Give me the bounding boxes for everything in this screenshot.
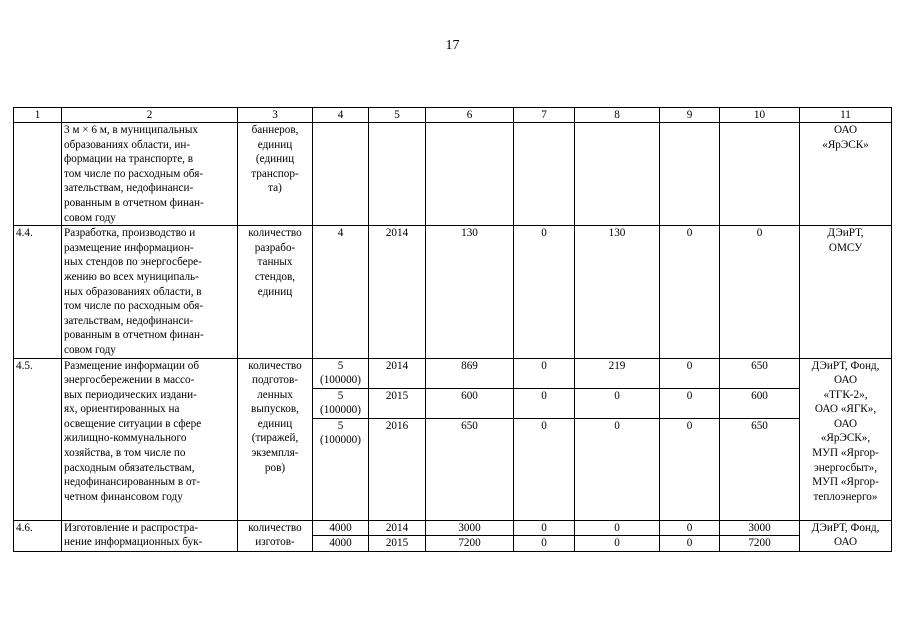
- year-cell: 2014: [369, 226, 426, 358]
- text-line: рованным в отчетном финан-: [64, 329, 204, 342]
- year-cell: 2014: [369, 520, 426, 536]
- text-line: 3 м × 6 м, в муниципальных: [64, 124, 198, 136]
- value-cell: 219: [575, 358, 660, 388]
- value-cell: 0: [575, 536, 660, 552]
- total-cell: 650: [426, 418, 514, 520]
- header-cell: 10: [720, 108, 800, 123]
- text-line: изготов-: [255, 536, 295, 549]
- header-cell: 2: [62, 108, 238, 123]
- text-line: (единиц: [255, 153, 295, 166]
- value-cell: 0: [575, 520, 660, 536]
- value-cell: [660, 123, 720, 226]
- text-line: формации на транспорте, в: [64, 153, 194, 166]
- text-line: МУП «Яргор-: [812, 476, 879, 489]
- text-line: Размещение информации об: [64, 359, 200, 372]
- text-line: та): [268, 182, 282, 195]
- program-table: [13, 107, 892, 552]
- quantity-cell: [313, 358, 369, 388]
- value-cell: 0: [660, 520, 720, 536]
- executor-cell: [800, 358, 892, 520]
- text-line: жилищно-коммунального: [64, 432, 187, 445]
- value-cell: 0: [514, 358, 575, 388]
- quantity-cell: 4000: [313, 520, 369, 536]
- text-line: том числе по расходным обя-: [64, 300, 204, 313]
- text-line: образованиях области, ин-: [64, 138, 191, 151]
- text-line: недофинансированным в от-: [64, 476, 201, 489]
- value-cell: 7200: [720, 536, 800, 552]
- table-row: [14, 226, 892, 358]
- text-line: экземпля-: [251, 447, 299, 460]
- value-cell: 650: [720, 358, 800, 388]
- value-cell: 0: [660, 358, 720, 388]
- text-line: зательствам, недофинанси-: [64, 314, 194, 327]
- text-line: 5: [337, 389, 344, 402]
- text-line: баннеров,: [251, 124, 299, 136]
- text-line: вых периодических издани-: [64, 388, 197, 401]
- text-line: освещение ситуации в сфере: [64, 417, 202, 430]
- value-cell: 0: [514, 418, 575, 520]
- text-line: количество: [248, 521, 302, 534]
- year-cell: 2014: [369, 358, 426, 388]
- table-row-continued: [14, 123, 892, 226]
- quantity-cell: 4: [313, 226, 369, 358]
- header-cell: 5: [369, 108, 426, 123]
- text-line: 5: [337, 419, 344, 432]
- year-cell: 2015: [369, 388, 426, 418]
- text-line: хозяйства, в том числе по: [64, 447, 186, 460]
- unit-cell: [238, 226, 313, 358]
- text-line: энергосбыт»,: [813, 461, 878, 474]
- item-number-cell: 4.6.: [14, 520, 62, 551]
- text-line: ДЭиРТ,: [827, 227, 864, 240]
- header-cell: 3: [238, 108, 313, 123]
- unit-cell: [238, 123, 313, 226]
- text-line: выпусков,: [251, 403, 299, 416]
- header-row: [14, 108, 892, 123]
- text-line: «ЯрЭСК»: [822, 138, 869, 151]
- text-line: совом году: [64, 343, 116, 356]
- text-line: теплоэнерго»: [813, 490, 878, 503]
- text-line: единиц: [257, 138, 293, 151]
- value-cell: 0: [660, 418, 720, 520]
- text-line: подготов-: [251, 374, 299, 387]
- quantity-cell: [313, 418, 369, 520]
- year-cell: 2016: [369, 418, 426, 520]
- text-line: ных образованиях области, в: [64, 285, 202, 298]
- description-cell: [62, 358, 238, 520]
- text-line: единиц: [257, 417, 293, 430]
- text-line: том числе по расходным обя-: [64, 167, 204, 180]
- text-line: транспор-: [251, 167, 299, 180]
- text-line: ОАО: [833, 536, 858, 549]
- header-cell: 7: [514, 108, 575, 123]
- header-cell: 11: [800, 108, 892, 123]
- value-cell: 0: [514, 226, 575, 358]
- text-line: жению во всех муниципаль-: [64, 270, 199, 283]
- item-number-cell: 4.5.: [14, 358, 62, 520]
- total-cell: 7200: [426, 536, 514, 552]
- text-line: четном финансовом году: [64, 490, 183, 503]
- text-line: размещение информацион-: [64, 241, 194, 254]
- text-line: «ТГК-2»,: [823, 388, 868, 401]
- value-cell: [514, 123, 575, 226]
- text-line: единиц: [257, 285, 293, 298]
- table-row: [14, 520, 892, 536]
- value-cell: 0: [660, 536, 720, 552]
- value-cell: 650: [720, 418, 800, 520]
- value-cell: 0: [575, 388, 660, 418]
- text-line: стендов,: [254, 270, 296, 283]
- total-cell: 3000: [426, 520, 514, 536]
- text-line: (100000): [319, 404, 361, 417]
- quantity-cell: [313, 388, 369, 418]
- text-line: танных: [257, 256, 293, 269]
- text-line: ОАО «ЯГК»,: [814, 403, 877, 416]
- text-line: расходным обязательствам,: [64, 461, 195, 474]
- text-line: «ЯрЭСК»,: [820, 432, 871, 445]
- text-line: 5: [337, 359, 344, 372]
- value-cell: 0: [575, 418, 660, 520]
- text-line: (100000): [319, 434, 361, 447]
- value-cell: 130: [575, 226, 660, 358]
- value-cell: 0: [514, 388, 575, 418]
- text-line: (100000): [319, 374, 361, 387]
- header-cell: 6: [426, 108, 514, 123]
- unit-cell: [238, 358, 313, 520]
- value-cell: [369, 123, 426, 226]
- text-line: (тиражей,: [251, 432, 299, 445]
- text-line: энергосбережении в массо-: [64, 374, 195, 387]
- value-cell: 0: [514, 536, 575, 552]
- text-line: разрабо-: [254, 241, 296, 254]
- executor-cell: [800, 520, 892, 551]
- item-number-cell: 4.4.: [14, 226, 62, 358]
- description-cell: [62, 226, 238, 358]
- value-cell: 0: [660, 226, 720, 358]
- text-line: нение информационных бук-: [64, 536, 203, 549]
- text-line: ОМСУ: [828, 241, 863, 254]
- header-cell: 9: [660, 108, 720, 123]
- description-cell: [62, 520, 238, 551]
- total-cell: 130: [426, 226, 514, 358]
- text-line: ДЭиРТ, Фонд,: [811, 359, 880, 372]
- text-line: количество: [248, 359, 302, 372]
- executor-cell: [800, 123, 892, 226]
- table-row: [14, 358, 892, 388]
- value-cell: [313, 123, 369, 226]
- text-line: ОАО: [833, 417, 858, 430]
- total-cell: 600: [426, 388, 514, 418]
- value-cell: [426, 123, 514, 226]
- unit-cell: [238, 520, 313, 551]
- value-cell: 0: [720, 226, 800, 358]
- text-line: ДЭиРТ, Фонд,: [811, 521, 880, 534]
- value-cell: [720, 123, 800, 226]
- total-cell: 869: [426, 358, 514, 388]
- text-line: зательствам, недофинанси-: [64, 182, 194, 195]
- executor-cell: [800, 226, 892, 358]
- value-cell: 0: [660, 388, 720, 418]
- text-line: Разработка, производство и: [64, 227, 196, 240]
- text-line: ОАО: [833, 124, 858, 136]
- text-line: Изготовление и распростра-: [64, 521, 199, 534]
- text-line: рованным в отчетном финан-: [64, 196, 204, 209]
- text-line: МУП «Яргор-: [812, 447, 879, 460]
- quantity-cell: 4000: [313, 536, 369, 552]
- year-cell: 2015: [369, 536, 426, 552]
- value-cell: 3000: [720, 520, 800, 536]
- text-line: количество: [248, 227, 302, 240]
- text-line: ров): [264, 461, 286, 474]
- value-cell: [575, 123, 660, 226]
- description-cell: [62, 123, 238, 226]
- text-line: ях, ориентированных на: [64, 403, 180, 416]
- text-line: ОАО: [833, 374, 858, 387]
- header-cell: 1: [14, 108, 62, 123]
- page-number: 17: [445, 38, 460, 53]
- text-line: ленных: [257, 388, 293, 401]
- header-cell: 8: [575, 108, 660, 123]
- text-line: ных стендов по энергосбере-: [64, 256, 202, 269]
- value-cell: 0: [514, 520, 575, 536]
- item-number-cell: [14, 123, 62, 226]
- value-cell: 600: [720, 388, 800, 418]
- header-cell: 4: [313, 108, 369, 123]
- text-line: совом году: [64, 211, 116, 224]
